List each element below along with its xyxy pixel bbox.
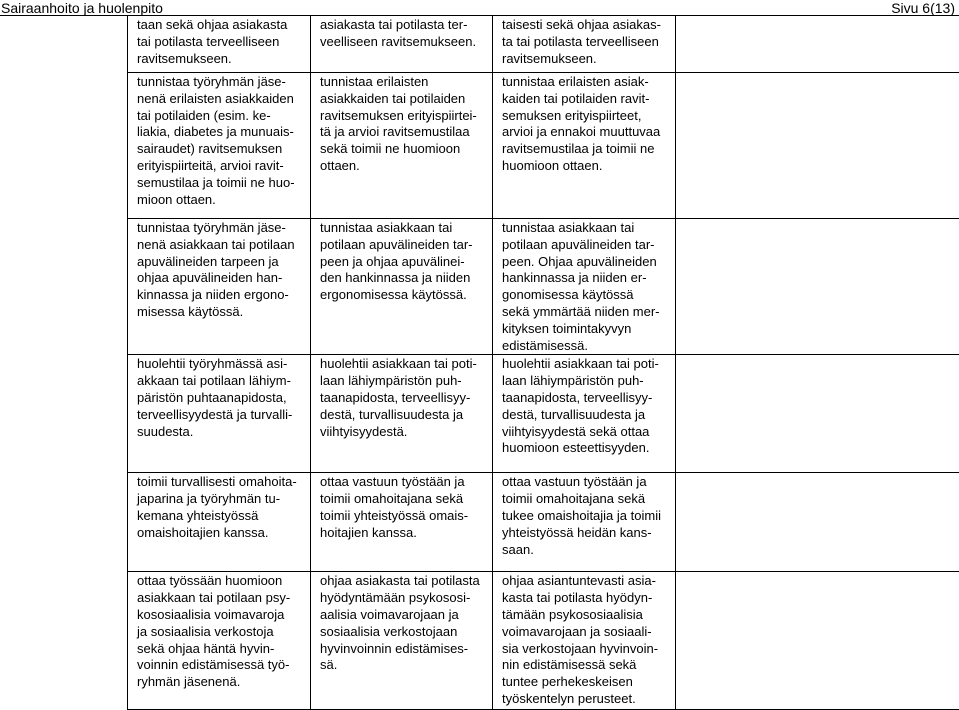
table-cell: tunnistaa työryhmän jäse- nenä erilaisten asiakkaiden tai potilaiden (esim. ke- liakia, diabetes ja munuais- sairaudet) ravitsemuksen erityispiirteitä, arvioi ravit- semustilaa ja toimii ne huo- mioon ottaen. [128, 73, 311, 219]
table-cell [676, 219, 959, 355]
table-cell [676, 355, 959, 473]
table-row [128, 473, 959, 572]
table-cell: ottaa vastuun työstään ja toimii omahoitajana sekä toimii yhteistyössä omais- hoitajien kanssa. [311, 473, 493, 572]
table-cell: ohjaa asiakasta tai potilasta hyödyntämään psykososi- aalisia voimavarojaan ja sosiaalisia verkostojaan hyvinvoinnin edistämises- sä. [311, 572, 493, 710]
table-cell [676, 572, 959, 710]
table-cell: tunnistaa erilaisten asiak- kaiden tai potilaiden ravit- semuksen erityispiirteet, arvioi ja ennakoi muuttuvaa ravitsemustilaa ja toimii ne huomioon ottaen. [493, 73, 676, 219]
table-cell: tunnistaa asiakkaan tai potilaan apuvälineiden tar- peen. Ohjaa apuvälineiden hankinnassa ja niiden er- gonomisessa käytössä sekä ymmärtää niiden mer- kityksen toimintakyvyn edistämisessä. [493, 219, 676, 355]
page-header [0, 0, 959, 16]
table-row [128, 73, 959, 219]
table-row [128, 16, 959, 73]
table-cell: tunnistaa erilaisten asiakkaiden tai potilaiden ravitsemuksen erityispiirtei- tä ja arvioi ravitsemustilaa sekä toimii ne huomioon ottaen. [311, 73, 493, 219]
table-cell: asiakasta tai potilasta ter- veelliseen ravitsemukseen. [311, 16, 493, 73]
criteria-table [127, 15, 959, 710]
table-cell [676, 16, 959, 73]
table-cell: taan sekä ohjaa asiakasta tai potilasta terveelliseen ravitsemukseen. [128, 16, 311, 73]
table-cell: taisesti sekä ohjaa asiakas- ta tai potilasta terveelliseen ravitsemukseen. [493, 16, 676, 73]
document-title: Sairaanhoito ja huolenpito [1, 0, 163, 16]
table-cell: toimii turvallisesti omahoita- japarina ja työryhmän tu- kemana yhteistyössä omaishoitajien kanssa. [128, 473, 311, 572]
table-cell [676, 473, 959, 572]
table-cell: huolehtii asiakkaan tai poti- laan lähiympäristön puh- taanapidosta, terveellisyy- destä, turvallisuudesta ja viihtyisyydestä. [311, 355, 493, 473]
table-cell: ohjaa asiantuntevasti asia- kasta tai potilasta hyödyn- tämään psykososiaalisia voimavarojaan ja sosiaali- sia verkostojaan hyvinvoin- nin edistämisessä sekä tuntee perhekeskeisen työskentelyn perusteet. [493, 572, 676, 710]
table-cell: tunnistaa työryhmän jäse- nenä asiakkaan tai potilaan apuvälineiden tarpeen ja ohjaa apuvälineiden han- kinnassa ja niiden ergono- misessa käytössä. [128, 219, 311, 355]
table-row [128, 572, 959, 710]
table-row [128, 219, 959, 355]
table-cell: huolehtii työryhmässä asi- akkaan tai potilaan lähiym- päristön puhtaanapidosta, terveellisyydestä ja turvalli- suudesta. [128, 355, 311, 473]
table-cell [676, 73, 959, 219]
table-cell: ottaa työssään huomioon asiakkaan tai potilaan psy- kososiaalisia voimavaroja ja sosiaalisia verkostoja sekä ohjaa häntä hyvin- voinnin edistämisessä työ- ryhmän jäsenenä. [128, 572, 311, 710]
table-cell: huolehtii asiakkaan tai poti- laan lähiympäristön puh- taanapidosta, terveellisyy- destä, turvallisuudesta ja viihtyisyydestä sekä ottaa huomioon esteettisyyden. [493, 355, 676, 473]
table-cell: ottaa vastuun työstään ja toimii omahoitajana sekä tukee omaishoitajia ja toimii yhteistyössä heidän kans- saan. [493, 473, 676, 572]
table-row [128, 355, 959, 473]
page-number: Sivu 6(13) [891, 0, 955, 16]
table-cell: tunnistaa asiakkaan tai potilaan apuvälineiden tar- peen ja ohjaa apuvälinei- den hankinnassa ja niiden ergonomisessa käytössä. [311, 219, 493, 355]
